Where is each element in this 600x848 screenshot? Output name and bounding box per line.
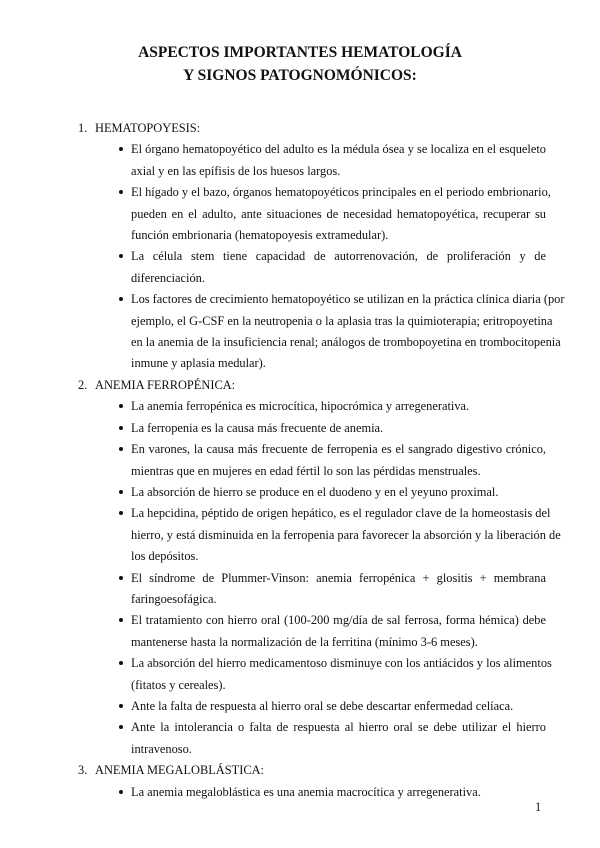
list-item — [0, 289, 565, 375]
list-item-text-line: El órgano hematopoyético del adulto es la médula ósea y se localiza en el esqueleto — [131, 142, 546, 157]
list-item-text-line: Ante la falta de respuesta al hierro oral se debe descartar enfermedad celíaca. — [131, 698, 514, 713]
list-item-text-line: función embrionaria (hematopoyesis extramedular). — [131, 228, 389, 243]
list-item-text-line: La ferropenia es la causa más frecuente de anemia. — [131, 420, 384, 435]
document-title-line-1: ASPECTOS IMPORTANTES HEMATOLOGÍA — [138, 44, 462, 61]
bullet-icon — [119, 704, 123, 708]
list-item-text-line: Los factores de crecimiento hematopoyético se utilizan en la práctica clínica diaria (por — [131, 292, 565, 307]
bullet-icon — [119, 447, 123, 451]
bullet-icon — [119, 297, 123, 301]
list-item — [0, 503, 561, 567]
bullet-icon — [119, 790, 123, 794]
list-item — [0, 653, 552, 696]
list-item-text-line: los depósitos. — [131, 549, 199, 564]
section-heading — [0, 118, 600, 139]
list-item-text-line: Ante la intolerancia o falta de respuesta al hierro oral se debe utilizar el hierro — [131, 720, 546, 735]
bullet-icon — [119, 404, 123, 408]
list-item-text-line: ejemplo, el G-CSF en la neutropenia o la aplasia tras la quimioterapia; eritropoyetina — [131, 313, 553, 328]
list-item — [0, 696, 546, 717]
list-item — [0, 610, 546, 653]
list-item-text-line: La absorción de hierro se produce en el duodeno y en el yeyuno proximal. — [131, 484, 499, 499]
list-item-text-line: intravenoso. — [131, 741, 192, 756]
list-item — [0, 418, 546, 439]
list-item — [0, 717, 546, 760]
bullet-icon — [119, 511, 123, 515]
bullet-icon — [119, 618, 123, 622]
list-item-text-line: inmune y aplasia medular). — [131, 356, 266, 371]
list-item — [0, 396, 546, 417]
list-item — [0, 246, 546, 289]
list-item-text-line: diferenciación. — [131, 270, 205, 285]
list-item — [0, 568, 546, 611]
list-item-text-line: La célula stem tiene capacidad de autorrenovación, de proliferación y de — [131, 249, 546, 264]
list-item — [0, 439, 546, 482]
bullet-icon — [119, 147, 123, 151]
list-item-text-line: en la anemia de la insuficiencia renal; análogos de trombopoyetina en trombocitopenia — [131, 335, 561, 350]
section-heading-text: HEMATOPOYESIS: — [95, 121, 201, 135]
document-title-line-2: Y SIGNOS PATOGNOMÓNICOS: — [183, 67, 417, 84]
list-item-text-line: mantenerse hasta la normalización de la ferritina (mínimo 3-6 meses). — [131, 634, 478, 649]
list-item — [0, 182, 551, 246]
list-item-text-line: La anemia ferropénica es microcítica, hipocrómica y arregenerativa. — [131, 399, 470, 414]
section-heading-text: ANEMIA FERROPÉNICA: — [95, 377, 236, 392]
bullet-icon — [119, 576, 123, 580]
bullet-icon — [119, 254, 123, 258]
list-item-text-line: hierro, y está disminuida en la ferropenia para favorecer la absorción y la liberación de — [131, 527, 561, 542]
list-item-text-line: El tratamiento con hierro oral (100-200 mg/día de sal ferrosa, forma hémica) debe — [131, 613, 546, 628]
list-item-text-line: El hígado y el bazo, órganos hematopoyéticos principales en el periodo embrionario, — [131, 185, 551, 200]
list-item-text-line: axial y en las epífisis de los huesos largos. — [131, 163, 341, 178]
bullet-icon — [119, 426, 123, 430]
section-heading — [0, 760, 600, 781]
section-heading — [0, 375, 600, 396]
list-item-text-line: El síndrome de Plummer-Vinson: anemia ferropénica + glositis + membrana — [131, 570, 546, 585]
list-item-text-line: En varones, la causa más frecuente de ferropenia es el sangrado digestivo crónico, — [131, 442, 546, 457]
section-number: 3. — [78, 763, 88, 778]
list-item-text-line: pueden en el adulto, ante situaciones de necesidad hematopoyética, recuperar su — [131, 206, 546, 221]
list-item-text-line: La hepcidina, péptido de origen hepático, es el regulador clave de la homeostasis del — [131, 506, 551, 521]
bullet-icon — [119, 490, 123, 494]
list-item-text-line: (fitatos y cereales). — [131, 677, 226, 692]
bullet-icon — [119, 661, 123, 665]
document-body — [0, 118, 600, 803]
section-number: 1. — [78, 121, 88, 135]
list-item-text-line: mientras que en mujeres en edad fértil lo son las pérdidas menstruales. — [131, 463, 481, 478]
section-heading-text: ANEMIA MEGALOBLÁSTICA: — [95, 763, 264, 778]
page-number: 1 — [535, 800, 542, 814]
list-item-text-line: La absorción del hierro medicamentoso disminuye con los antiácidos y los alimentos — [131, 656, 552, 671]
list-item-text-line: La anemia megaloblástica es una anemia macrocítica y arregenerativa. — [131, 784, 481, 799]
list-item-text-line: faringoesofágica. — [131, 591, 217, 606]
bullet-icon — [119, 725, 123, 729]
section-number: 2. — [78, 377, 88, 392]
list-item — [0, 782, 546, 803]
list-item — [0, 139, 546, 182]
bullet-icon — [119, 190, 123, 194]
list-item — [0, 482, 546, 503]
